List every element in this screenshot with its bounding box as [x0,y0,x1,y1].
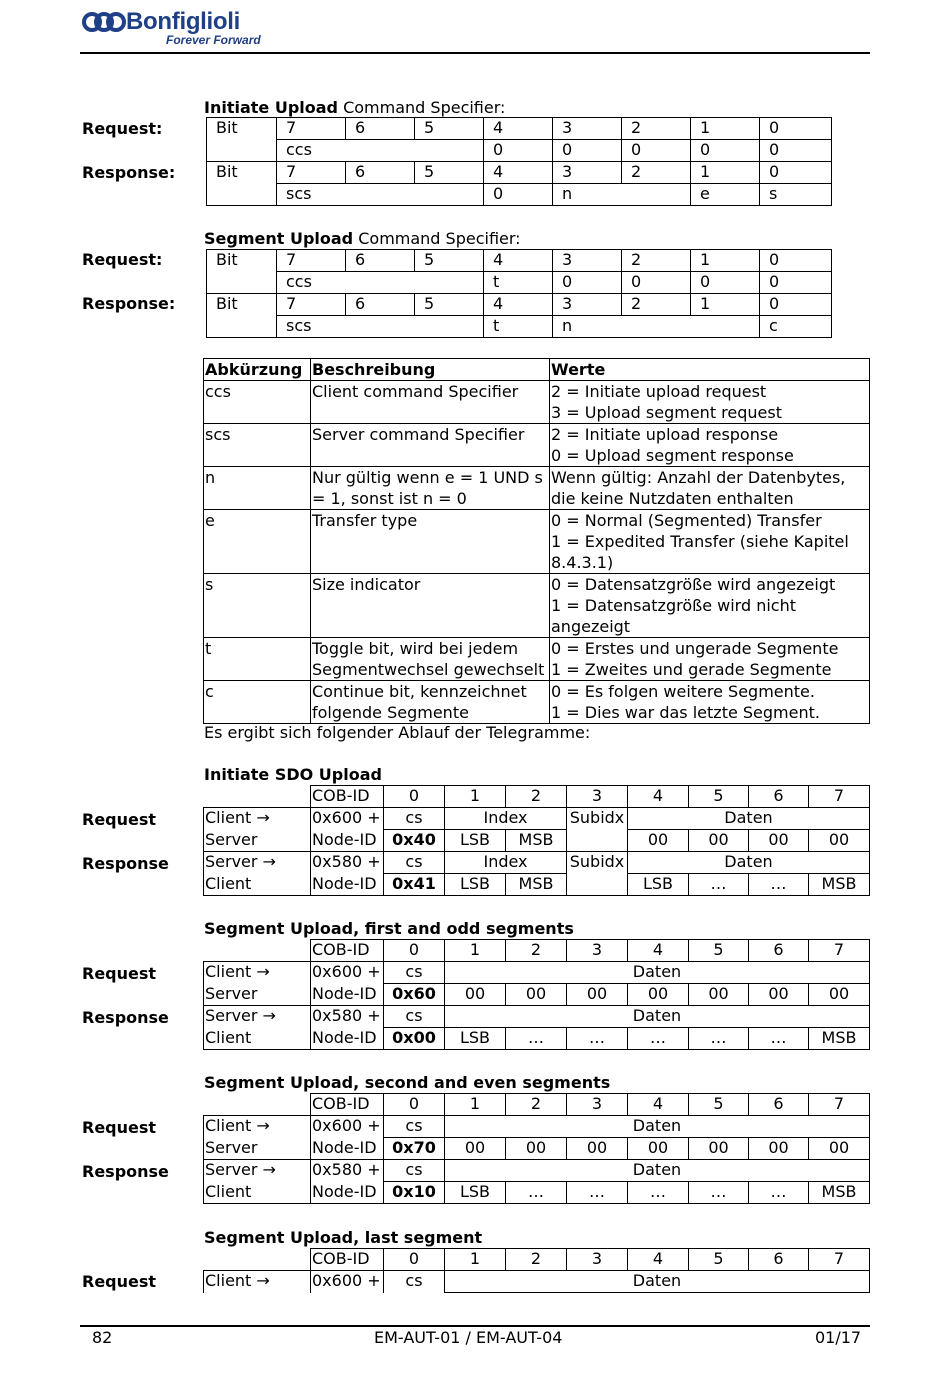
segment-last-table [203,1248,870,1293]
table-header-row: Abkürzung Beschreibung Werte [204,359,870,381]
table-row: Server Node-ID 0x40 LSB MSB 00 00 00 00 [204,830,870,852]
table-row: Client Node-ID 0x10 LSB … … … … … MSB [204,1182,870,1204]
abbr-cell: ccs [204,381,311,424]
table-row [204,510,870,574]
values-cell: 2 = Initiate upload request 3 = Upload segment request [550,381,870,424]
table-row [204,467,870,510]
description-cell: Size indicator [311,574,550,638]
values-cell: 0 = Es folgen weitere Segmente. 1 = Dies war das letzte Segment. [550,681,870,724]
table-header-row: COB-ID 0 1 2 3 4 5 6 7 [204,1094,870,1116]
segment-second-table [203,1093,870,1204]
initiate-sdo-upload-table [203,785,870,896]
sequence-intro: Es ergibt sich folgender Ablauf der Telegramme: [204,723,591,742]
values-cell: 2 = Initiate upload response 0 = Upload segment response [550,424,870,467]
values-cell: 0 = Erstes und ungerade Segmente 1 = Zweites und gerade Segmente [550,638,870,681]
label-request: Request [82,810,157,829]
table-row: ccs t 0 0 0 0 [207,272,832,294]
initiate-upload-bit-table [206,117,832,206]
segment-second-title: Segment Upload, second and even segments [204,1073,611,1092]
table-row: Server Node-ID 0x70 00 00 00 00 00 00 00 [204,1138,870,1160]
abbr-cell: c [204,681,311,724]
page-number: 82 [92,1328,113,1347]
table-row: Server Node-ID 0x60 00 00 00 00 00 00 00 [204,984,870,1006]
label-response: Response: [82,294,176,313]
table-row: Client → 0x600 + cs Daten [204,1271,870,1293]
description-cell: Continue bit, kennzeichnet folgende Segmente [311,681,550,724]
label-response: Response [82,1162,169,1181]
description-cell: Server command Specifier [311,424,550,467]
table-row: Bit 7 6 5 4 3 2 1 0 [207,250,832,272]
table-row: Server → 0x580 + cs Daten [204,1006,870,1028]
label-response: Response: [82,163,176,182]
description-cell: Nur gültig wenn e = 1 UND s = 1, sonst ist n = 0 [311,467,550,510]
abbreviation-table [203,358,870,724]
table-row: Bit 7 6 5 4 3 2 1 0 [207,118,832,140]
values-cell: 0 = Datensatzgröße wird angezeigt 1 = Datensatzgröße wird nicht angezeigt [550,574,870,638]
table-row: scs t n c [207,316,832,338]
table-row [204,638,870,681]
label-request: Request [82,1118,157,1137]
document-code: EM-AUT-01 / EM-AUT-04 [374,1328,563,1347]
header-rule [80,52,870,54]
brand-tagline: Forever Forward [166,33,261,47]
table-row: Bit 7 6 5 4 3 2 1 0 [207,162,832,184]
table-row [204,381,870,424]
table-row: scs 0 n e s [207,184,832,206]
description-cell: Toggle bit, wird bei jedem Segmentwechsel gewechselt [311,638,550,681]
table-row: Bit 7 6 5 4 3 2 1 0 [207,294,832,316]
table-row: Server → 0x580 + cs Index Subidx Daten [204,852,870,874]
table-row: Client → 0x600 + cs Index Subidx Daten [204,808,870,830]
values-cell: 0 = Normal (Segmented) Transfer 1 = Expedited Transfer (siehe Kapitel 8.4.3.1) [550,510,870,574]
footer-rule [80,1325,870,1327]
table-row: Client → 0x600 + cs Daten [204,1116,870,1138]
table-row: Server → 0x580 + cs Daten [204,1160,870,1182]
table-row: Client Node-ID 0x41 LSB MSB LSB … … MSB [204,874,870,896]
segment-last-title: Segment Upload, last segment [204,1228,483,1247]
label-request: Request: [82,119,163,138]
label-request: Request [82,1272,157,1291]
segment-first-title: Segment Upload, first and odd segments [204,919,574,938]
initiate-sdo-upload-title: Initiate SDO Upload [204,765,382,784]
table-row: Client Node-ID 0x00 LSB … … … … … MSB [204,1028,870,1050]
table-row: ccs 0 0 0 0 0 [207,140,832,162]
values-cell: Wenn gültig: Anzahl der Datenbytes, die keine Nutzdaten enthalten [550,467,870,510]
table-row [204,424,870,467]
table-header-row: COB-ID 0 1 2 3 4 5 6 7 [204,786,870,808]
label-response: Response [82,854,169,873]
description-cell: Client command Specifier [311,381,550,424]
label-response: Response [82,1008,169,1027]
abbr-cell: s [204,574,311,638]
table-header-row: COB-ID 0 1 2 3 4 5 6 7 [204,1249,870,1271]
description-cell: Transfer type [311,510,550,574]
brand-logo [82,8,262,48]
label-request: Request: [82,250,163,269]
table-header-row: COB-ID 0 1 2 3 4 5 6 7 [204,940,870,962]
abbr-cell: n [204,467,311,510]
abbr-cell: t [204,638,311,681]
segment-upload-caption: Segment Upload Command Specifier: [204,229,521,248]
abbr-cell: scs [204,424,311,467]
segment-first-table [203,939,870,1050]
brand-name: Bonfiglioli [126,8,241,35]
logo-rings-icon [82,10,126,34]
initiate-upload-caption: Initiate Upload Command Specifier: [204,98,506,117]
table-row [204,681,870,724]
label-request: Request [82,964,157,983]
document-date: 01/17 [815,1328,862,1347]
table-row: Client → 0x600 + cs Daten [204,962,870,984]
table-row [204,574,870,638]
segment-upload-bit-table [206,249,832,338]
abbr-cell: e [204,510,311,574]
